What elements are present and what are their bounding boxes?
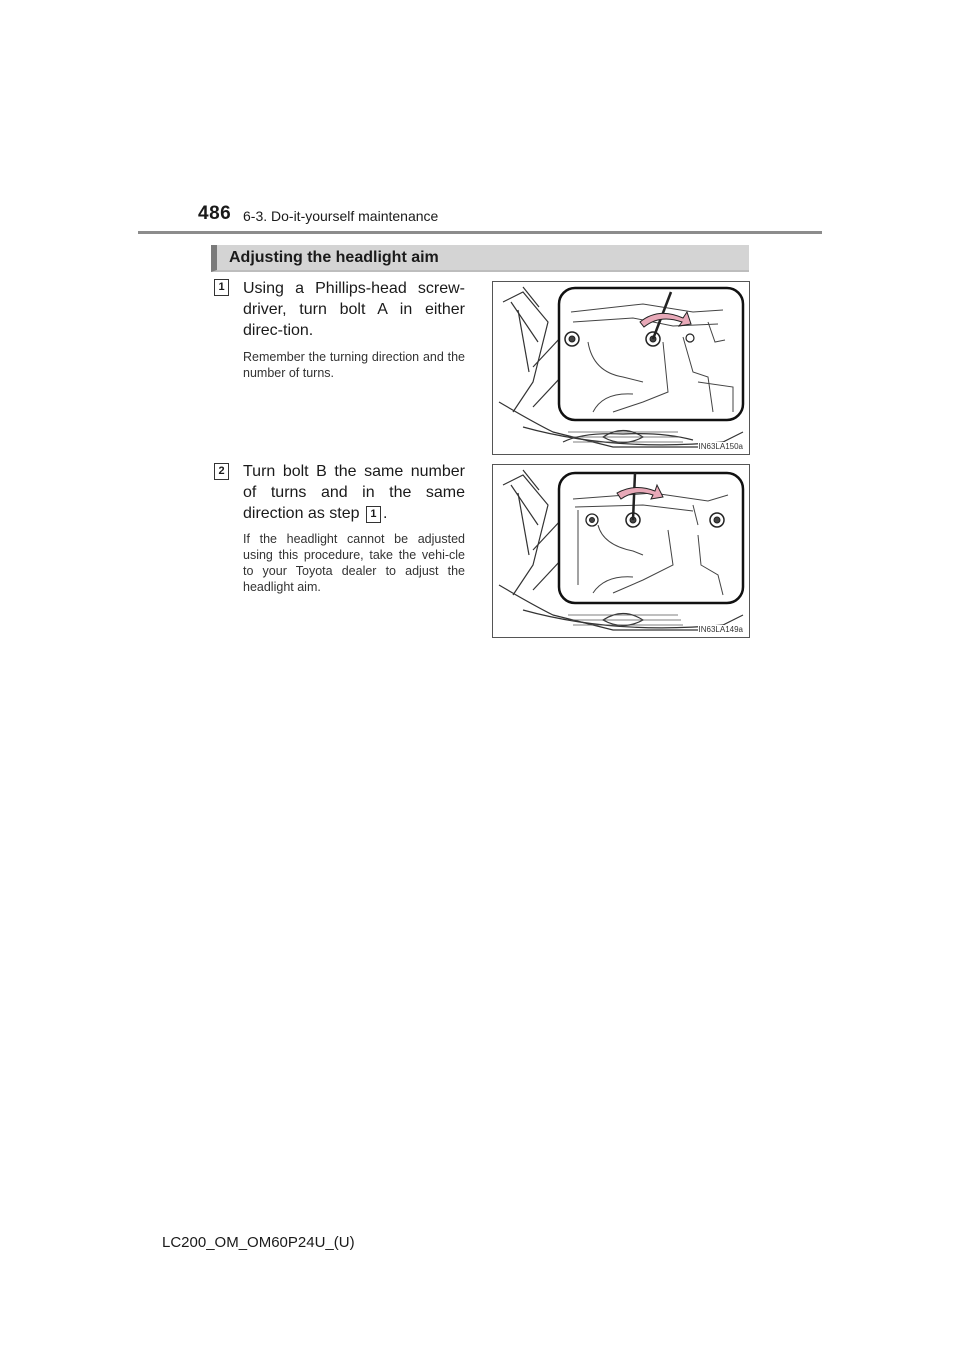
figure-code-2: IN63LA149a: [698, 625, 743, 634]
step-2-badge: 2: [214, 463, 229, 480]
section-title: Adjusting the headlight aim: [229, 249, 439, 266]
footer-document-code: LC200_OM_OM60P24U_(U): [162, 1234, 355, 1251]
step-1-text: Using a Phillips-head screw-driver, turn bolt A in either direc-tion.: [243, 280, 465, 339]
engine-bay-illustration-1: [493, 282, 750, 455]
step-1-badge: 1: [214, 279, 229, 296]
step-reference-badge: 1: [366, 506, 381, 523]
step-2-text-end: .: [382, 505, 388, 522]
step-2-note: If the headlight cannot be adjusted using this procedure, take the vehi-cle to your Toyota dealer to adjust the headlight aim.: [243, 532, 465, 594]
page-number: 486: [198, 203, 232, 224]
step-2-figure: [492, 464, 750, 638]
header-rule: [138, 231, 822, 234]
section-heading-bar: [211, 245, 749, 272]
step-2-text: [243, 461, 465, 524]
engine-bay-illustration-2: [493, 465, 750, 638]
section-reference: 6-3. Do-it-yourself maintenance: [243, 208, 439, 224]
step-1-figure: [492, 281, 750, 455]
step-1-note: Remember the turning direction and the number of turns.: [243, 350, 465, 380]
figure-code-1: IN63LA150a: [698, 442, 743, 451]
step-2-text-main: Turn bolt B the same number of turns and in the same direction as step: [243, 463, 465, 522]
